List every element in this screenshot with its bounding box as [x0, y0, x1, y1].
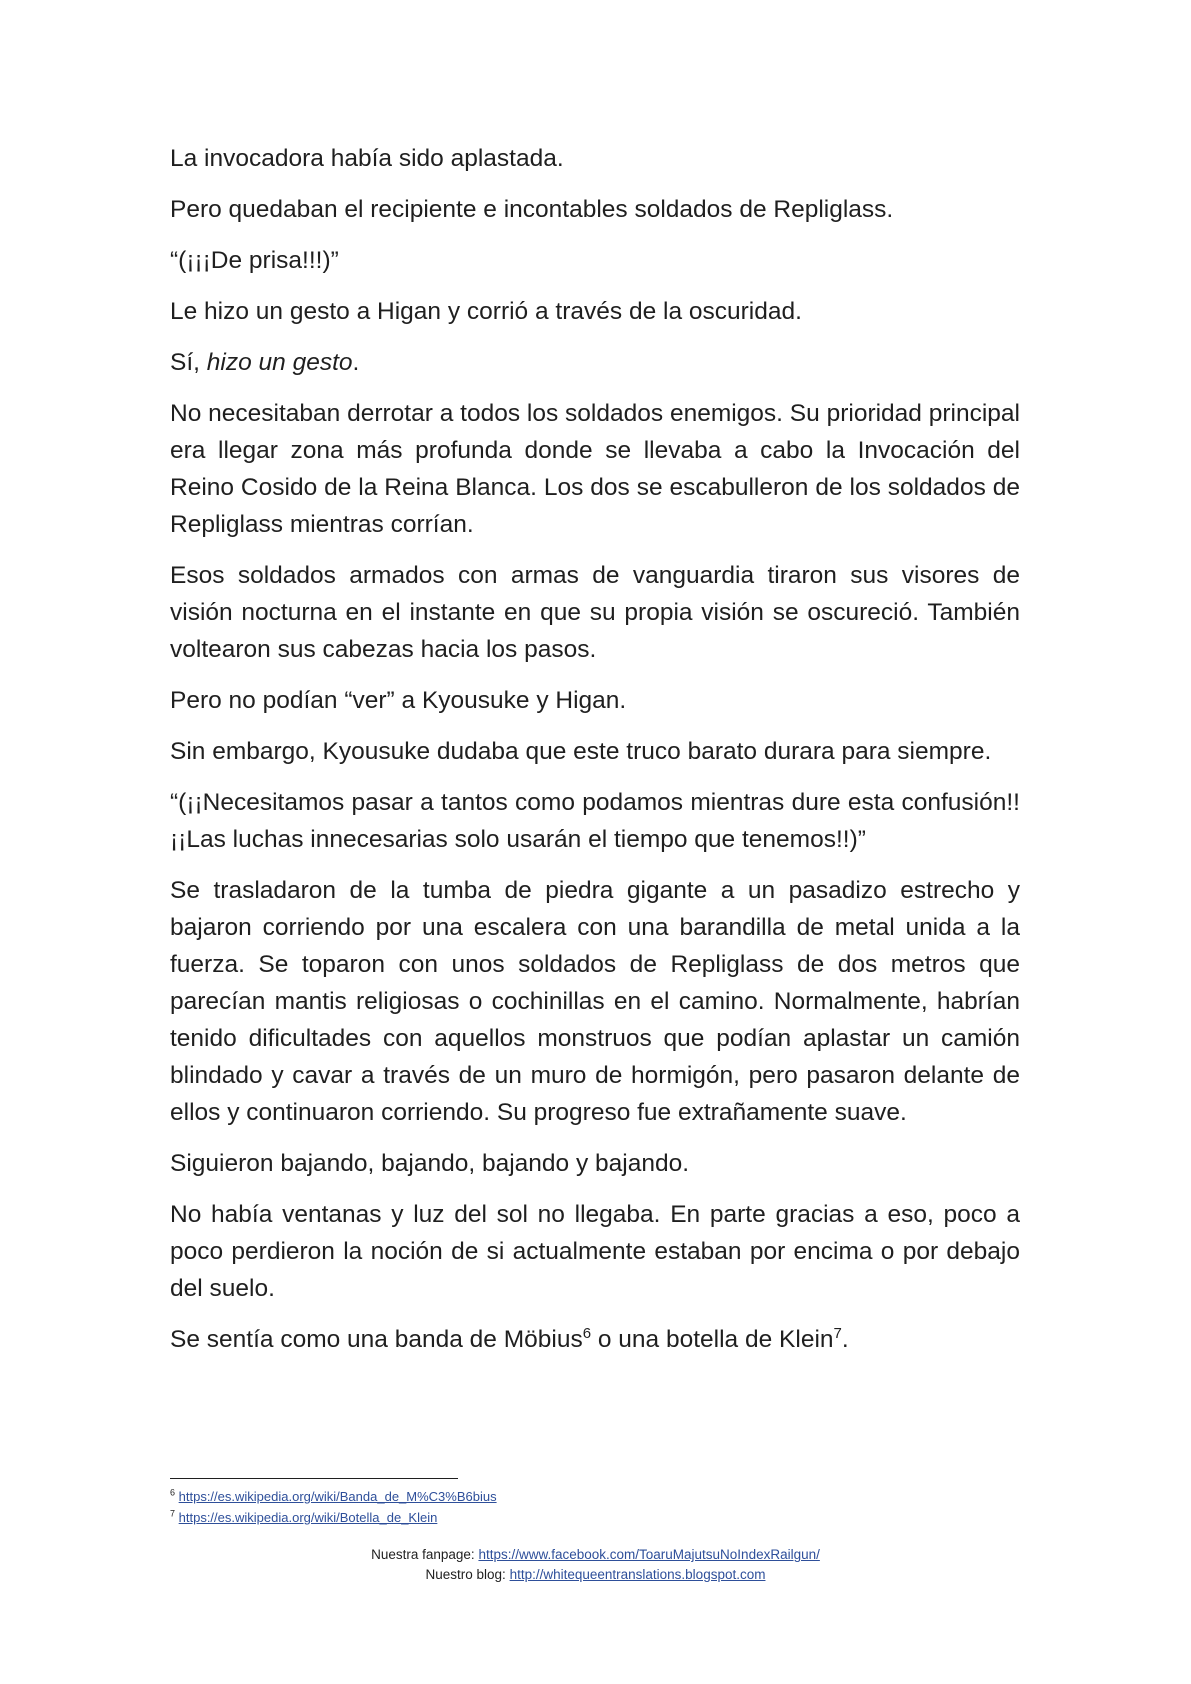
paragraph: No necesitaban derrotar a todos los soldados enemigos. Su prioridad principal era llegar zona más profunda donde se llevaba a cabo la Invocación del Reino Cosido de la Reina Blanca. Los dos se escabulleron de los soldados de Repliglass mientras corrían. — [170, 400, 1020, 538]
paragraph: Pero no podían “ver” a Kyousuke y Higan. — [170, 687, 627, 714]
paragraph: Esos soldados armados con armas de vanguardia tiraron sus visores de visión nocturna en el instante en que su propia visión se oscureció. También voltearon sus cabezas hacia los pasos. — [170, 562, 1020, 663]
footnote-separator — [170, 1478, 458, 1479]
footnote-reference[interactable]: 7 — [833, 1324, 842, 1342]
paragraph: “(¡¡¡De prisa!!!)” — [170, 247, 339, 274]
paragraph-text: o una botella de Klein — [591, 1326, 834, 1353]
paragraph — [170, 1321, 1020, 1358]
paragraph-text: Se sentía como una banda de Möbius — [170, 1326, 583, 1353]
paragraph — [170, 344, 1020, 381]
footnote-reference[interactable]: 6 — [582, 1324, 592, 1342]
paragraph: Sin embargo, Kyousuke dudaba que este truco barato durara para siempre. — [170, 738, 992, 765]
paragraph-text: Sí, — [170, 349, 207, 376]
paragraph: Le hizo un gesto a Higan y corrió a través de la oscuridad. — [170, 298, 802, 325]
fanpage-label: Nuestra fanpage: — [371, 1547, 479, 1562]
footnote-number: 6 — [170, 1487, 176, 1498]
paragraph: “(¡¡Necesitamos pasar a tantos como podamos mientras dure esta confusión!! ¡¡Las luchas innecesarias solo usarán el tiempo que tenemos!!)” — [170, 789, 1020, 853]
body-text — [170, 140, 1020, 1372]
paragraph: La invocadora había sido aplastada. — [170, 145, 564, 172]
paragraph-text: . — [841, 1326, 849, 1353]
italic-emphasis: hizo un gesto — [206, 349, 353, 376]
page-footer — [0, 1545, 1191, 1585]
fanpage-line — [0, 1545, 1191, 1565]
blog-label: Nuestro blog: — [425, 1567, 510, 1582]
paragraph-text: . — [352, 349, 360, 376]
paragraph: Se trasladaron de la tumba de piedra gigante a un pasadizo estrecho y bajaron corriendo por una escalera con una barandilla de metal unida a la fuerza. Se toparon con unos soldados de Repliglass de dos metros que parecían mantis religiosas o cochinillas en el camino. Normalmente, habrían tenido dificultades con aquellos monstruos que podían aplastar un camión blindado y cavar a través de un muro de hormigón, pero pasaron delante de ellos y continuaron corriendo. Su progreso fue extrañamente suave. — [170, 877, 1020, 1126]
paragraph: Pero quedaban el recipiente e incontables soldados de Repliglass. — [170, 196, 894, 223]
footnote — [170, 1507, 1020, 1528]
footnote-number: 7 — [170, 1508, 176, 1519]
paragraph: No había ventanas y luz del sol no llegaba. En parte gracias a eso, poco a poco perdieron la noción de si actualmente estaban por encima o por debajo del suelo. — [170, 1201, 1020, 1302]
blog-line — [0, 1565, 1191, 1585]
blog-link[interactable]: http://whitequeentranslations.blogspot.com — [509, 1567, 766, 1582]
paragraph: Siguieron bajando, bajando, bajando y bajando. — [170, 1150, 690, 1177]
footnote-link[interactable]: https://es.wikipedia.org/wiki/Botella_de_Klein — [178, 1510, 438, 1525]
footnote-link[interactable]: https://es.wikipedia.org/wiki/Banda_de_M%C3%B6bius — [178, 1489, 497, 1504]
footnotes — [170, 1486, 1020, 1528]
fanpage-link[interactable]: https://www.facebook.com/ToaruMajutsuNoIndexRailgun/ — [478, 1547, 820, 1562]
footnote — [170, 1486, 1020, 1507]
